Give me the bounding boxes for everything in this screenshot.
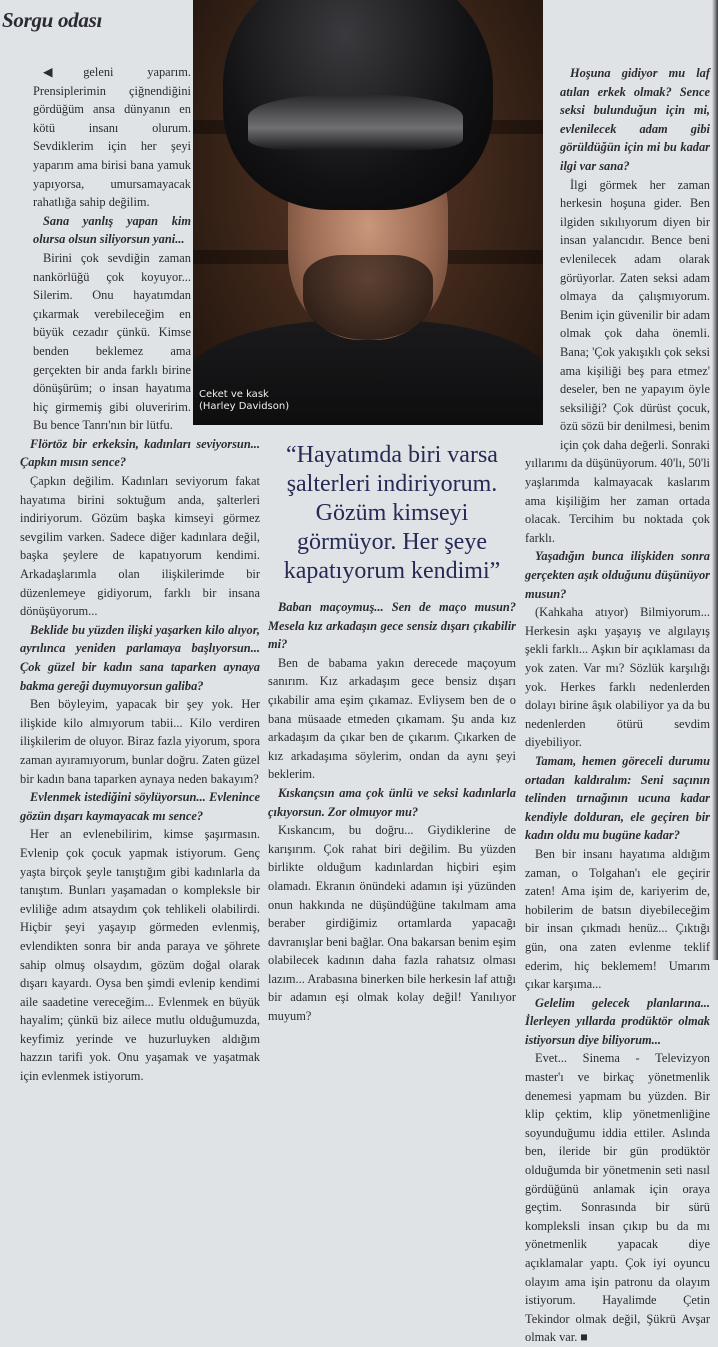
left-text-column: [20, 63, 260, 1086]
interview-question: Sana yanlış yapan kim olursa olsun siliyorsun yani...: [33, 213, 191, 247]
wrap-spacer: [525, 64, 560, 439]
page-fold-shadow: [712, 0, 718, 960]
interview-question: Kıskançsın ama çok ünlü ve seksi kadınlarla çıkıyorsun. Zor olmuyor mu?: [268, 785, 516, 819]
beard-shape: [303, 255, 433, 340]
interview-question: Yaşadığın bunca ilişkiden sonra gerçekten aşık olduğunu düşünüyor musun?: [525, 549, 710, 601]
interview-question: Baban maçoymuş... Sen de maço musun? Mesela kız arkadaşın gece sensiz dışarı çıkabilir mi?: [268, 600, 516, 652]
middle-text-column: [268, 598, 516, 1026]
section-title: Sorgu odası: [2, 8, 102, 32]
photo-caption: Ceket ve kask (Harley Davidson): [199, 389, 290, 412]
interview-answer: Ben de babama yakın derecede maçoyum sanırım. Kız arkadaşım gece bensiz dışarı çıkabilir ama eşim çıkamaz. Evliysem ben de o bana müsaade etmeden çıkamam. Şu anda kız arkadaşım da çıkar ben de çıkarım. Çıkarken de kız arkadaşıma söylerim, ondan da aynı şeyi beklerim.: [268, 655, 516, 782]
interview-answer: ◀geleni yaparım. Prensiplerimin çiğnendiğini gördüğüm ansa dünyanın en kötü insanı olurum. Sevdiklerim için her şeyi yaparım ama birisi bana yamuk yapıyorsa, umursamayacak rahatlığa sahip değilim.: [33, 65, 191, 210]
right-text-column: [525, 64, 710, 1347]
helmet-visor-shape: [248, 95, 463, 150]
interview-answer: Ben böyleyim, yapacak bir şey yok. Her ilişkide kilo almıyorum tabii... Kilo verdiren ilişkilerim de oluyor. Biraz fazla yiyorum, spora zaman ayıramıyorum, bunlar doğru. Zaten güzel bir kadın bana taparken aynaya neden bakayım?: [20, 697, 260, 786]
interview-answer: (Kahkaha atıyor) Bilmiyorum... Herkesin aşkı yaşayış ve algılayış şekli farklı... Aşkın bir açıklaması da yok zaten. Var mı? Sözlük karşılığı yok. Herkes farklı nedenlerden dolayı birine âşık olabiliyor ya da bu nedenlerden ötürü sevdim diyebiliyor.: [525, 605, 710, 750]
interview-answer: İlgi görmek her zaman herkesin hoşuna gider. Ben ilgiden sıkılıyorum diyen bir insan yalancıdır. Bence beni evlenilecek adam olarak görüyorlar. Zaten seksi adam olmaya da çalışmıyorum. Benim için güvenilir bir adam olmak çok daha önemli. Bana; 'Çok yakışıklı çok seksi ama kişiliği beş para etmez' deseler, ben ne yapayım öyle seksiliği? Çok dürüst çocuk, özü sözü bir denilmesi, benim için çok daha değerli. Sonraki yıllarımı da düşünüyorum. 40'lı, 50'li yaşlarımda kalmayacak kaslarım ama kişiliğim her zaman ortada olacak. Tercihim bu noktada çok farklı.: [525, 177, 710, 545]
interview-answer: Birini çok sevdiğin zaman nankörlüğü çok koyuyor... Silerim. Onu hayatımdan çıkarmak verebileceğim en büyük cezadır çünkü. Kimse benden beklemez ama gerçekten bir anda farklı birine dönüşürüm; o insan hayatıma hiç girmemiş gibi oluveririm. Bu bence Tanrı'nın bir lütfu.: [33, 250, 191, 433]
interview-question: Hoşuna gidiyor mu laf atılan erkek olmak? Sence seksi bulunduğun için mi, evlenilecek adam gibi görüldüğün için mi bu kadar ilgi var sana?: [560, 66, 710, 173]
interview-answer: Ben bir insanı hayatıma aldığım zaman, o Tolgahan'ı ele geçirir zaten! Ama işim de, kariyerim de, hobilerim de batsın diyebileceğim bir insan çıkmadı henüz... Çıktığı gün, ona zaten evlenme teklif ederim, hiç beklemem! Umarım çıkar karşıma...: [525, 846, 710, 992]
interview-answer: Çapkın değilim. Kadınları seviyorum fakat hayatıma birini soktuğum anda, şalterleri indiriyorum. Gözüm başka kimseyi görmez sevgilim varken. Sadece diğer kadınlara değil, başka şeylere de kapatıyorum kendimi. Arkadaşlarımla olan ilişkilerimde bir düzenlemeye gidiyorum, farklı bir insana dönüşüyorum...: [20, 474, 260, 619]
interview-question: Tamam, hemen göreceli durumu ortadan kaldıralım: Seni saçının telinden tırnağının ucuna kadar kendiyle dolduran, ele geçiren bir kadın oldu mu bugüne kadar?: [525, 753, 710, 843]
interview-answer: Evet... Sinema - Televizyon master'ı ve birkaç yönetmenlik denemesi yapmam bu yüzden. Bir klip çektim, klip yönetmenliğine soyunduğumu iddia ettiler. Aslında ben, ileride bir gün prodüktör olduğumda bir yönetmenin seti nasıl gördüğünü anlamak için oraya geçtim. Sonrasında bir sürü kompleksli insan çıkıp bu da mı yönetmenlik yapacak diye açıklamalar yaptı. Çok iyi oyuncu olayım ama işin patronu da olayım istiyorum. Hayalimde Çetin Tekindor olmak değil, Şükrü Avşar olmak var. ■: [525, 1051, 710, 1345]
interview-answer: Her an evlenebilirim, kimse şaşırmasın. Evlenip çok çocuk yapmak istiyorum. Genç yaşta birçok şeyle tanıştığım gibi kadınlarla da tanıştım. Bunları yaşamadan o kompleksle bir evliliğe adım atsaydım çok tehlikeli olabilirdi. Hiçbir şeyi yaşayıp görmeden evlenmiş, evlendikten sonra bir anda paraya ve şöhrete sahip olmuş olsaydım, gözüm doğal olarak dışarı kayardı. Oysa ben şimdi evlenip kendimi aile saadetine vereceğim... Evlenmek en büyük hayalim; çünkü biz ailece mutlu olduğumuzda, keyfimiz yerinde ve huzurluyken aldığım hazzın tarifi yok. Onu yaşamak ve yaşatmak için evlenmek istiyorum.: [20, 827, 260, 1084]
pull-quote: “Hayatımda biri varsa şalterleri indiriyorum. Gözüm kimseyi görmüyor. Her şeye kapatıyorum kendimi”: [283, 442, 501, 584]
wrap-spacer: [191, 63, 260, 423]
interview-question: Gelelim gelecek planlarına... İlerleyen yıllarda prodüktör olmak istiyorsun diye biliyorum...: [525, 995, 710, 1047]
wrap-spacer: [20, 63, 33, 423]
interview-answer: Kıskancım, bu doğru... Giydiklerine de karışırım. Çok rahat biri değilim. Bu yüzden birlikte olduğum kadınlardan hiçbiri eşim olamadı. Ekranın önündeki adamın işi yüzünden onun hakkında ne düşündüğüne takılmam ama beraber girdiğimiz ortamlarda yapacağı davranışlar beni bağlar. Ona bakarsan benim eşim olabilecek kadının daha fazla rahatsız olması lazım... Arabasına binerken bile herkesin laf attığı bir adamın eşi olmak kolay değil! Yanılıyor muyum?: [268, 823, 516, 1024]
interview-question: Flörtöz bir erkeksin, kadınları seviyorsun... Çapkın mısın sence?: [20, 436, 260, 470]
interview-question: Evlenmek istediğini söylüyorsun... Evlenince gözün dışarı kaymayacak mı sence?: [20, 790, 260, 823]
interview-question: Beklide bu yüzden ilişki yaşarken kilo alıyor, ayrılınca yeniden parlamaya başlıyorsun... Çok güzel bir kadın sana taparken aynaya bakma gereği duymuyorsun galiba?: [20, 622, 260, 693]
